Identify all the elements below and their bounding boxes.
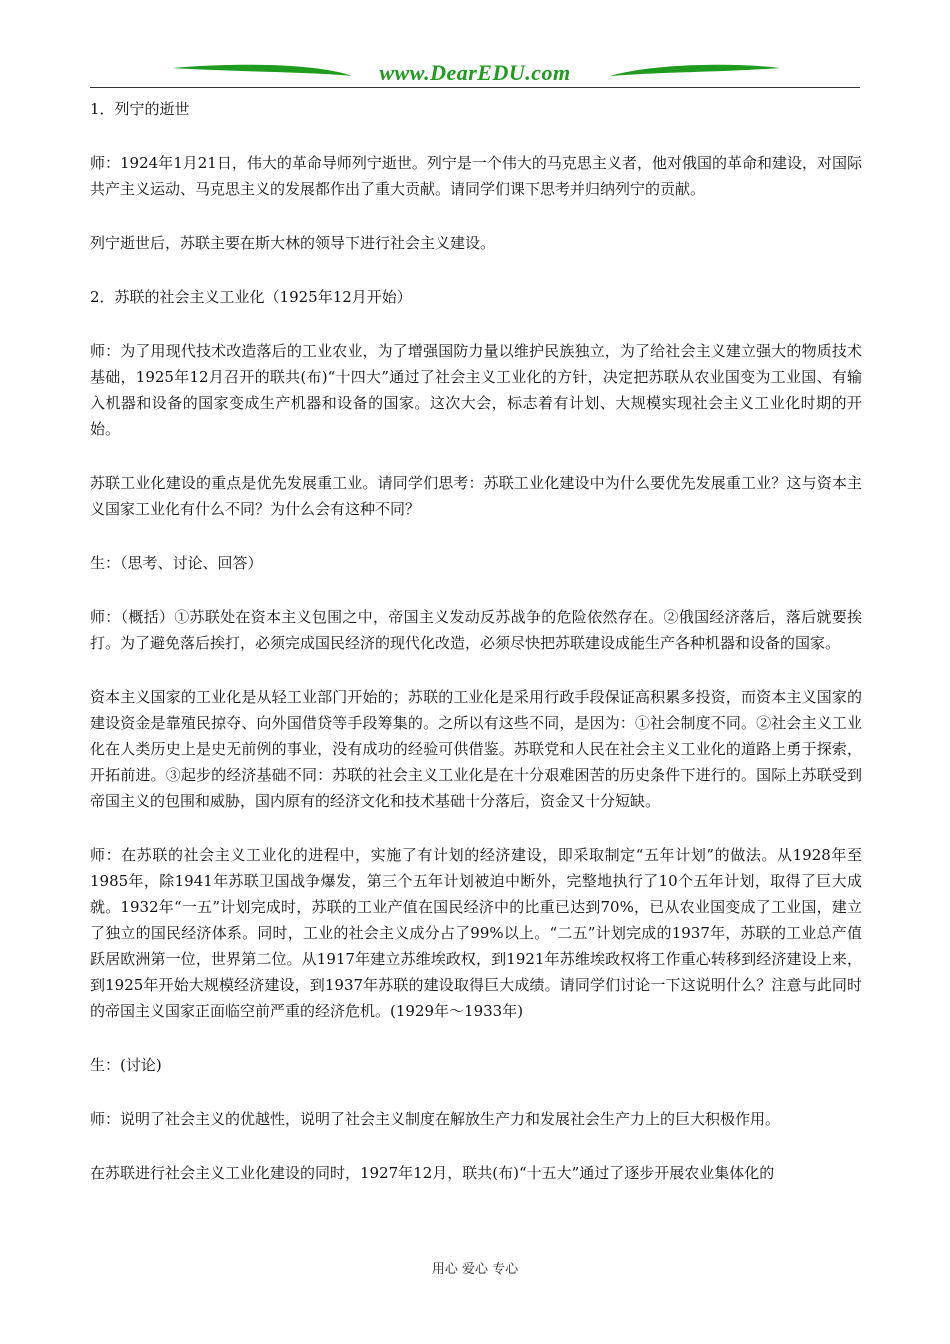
- paragraph: 资本主义国家的工业化是从轻工业部门开始的；苏联的工业化是采用行政手段保证高积累多投资，而资本主义国家的建设资金是靠殖民掠夺、向外国借贷等手段筹集的。之所以有这些不同，是因为：①社会制度不同。②社会主义工业化在人类历史上是史无前例的事业，没有成功的经验可供借鉴。苏联党和人民在社会主义工业化的道路上勇于探索，开拓前进。③起步的经济基础不同：苏联的社会主义工业化是在十分艰难困苦的历史条件下进行的。国际上苏联受到帝国主义的包围和威胁，国内原有的经济文化和技术基础十分落后，资金又十分短缺。: [90, 688, 862, 810]
- paragraph: 苏联工业化建设的重点是优先发展重工业。请同学们思考：苏联工业化建设中为什么要优先发展重工业？这与资本主义国家工业化有什么不同？为什么会有这种不同？: [90, 474, 862, 518]
- paragraph: 列宁逝世后，苏联主要在斯大林的领导下进行社会主义建设。: [90, 234, 496, 252]
- section-heading-lenin: 1．列宁的逝世: [90, 100, 190, 118]
- paragraph: 师：（概括）①苏联处在资本主义包围之中，帝国主义发动反苏战争的危险依然存在。②俄国经济落后，落后就要挨打。为了避免落后挨打，必须完成国民经济的现代化改造，必须尽快把苏联建设成能生产各种机器和设备的国家。: [90, 608, 862, 652]
- page-footer: 用心 爱心 专心: [431, 1262, 519, 1277]
- paragraph: 师：在苏联的社会主义工业化的进程中，实施了有计划的经济建设，即采取制定“五年计划”的做法。从1928年至1985年，除1941年苏联卫国战争爆发，第三个五年计划被迫中断外，完整地执行了10个五年计划，取得了巨大成就。1932年“一五”计划完成时，苏联的工业产值在国民经济中的比重已达到70%，已从农业国变成了工业国，建立了独立的国民经济体系。同时，工业的社会主义成分占了99%以上。“二五”计划完成的1937年，苏联的工业总产值跃居欧洲第一位，世界第二位。从1917年建立苏维埃政权，到1921年苏维埃政权将工作重心转移到经济建设上来，到1925年开始大规模经济建设，到1937年苏联的建设取得巨大成绩。请同学们讨论一下这说明什么？注意与此同时的帝国主义国家正面临空前严重的经济危机。(1929年～1933年): [90, 846, 862, 1020]
- paragraph: 师：说明了社会主义的优越性，说明了社会主义制度在解放生产力和发展社会生产力上的巨大积极作用。: [90, 1110, 781, 1128]
- paragraph: 生：(讨论): [90, 1056, 162, 1074]
- paragraph: 生：（思考、讨论、回答）: [90, 554, 263, 572]
- paragraph: 在苏联进行社会主义工业化建设的同时，1927年12月，联共(布)“十五大”通过了逐步开展农业集体化的: [90, 1164, 775, 1182]
- document-body: [90, 96, 862, 1186]
- site-name[interactable]: www.DearEDU.com: [379, 60, 571, 85]
- section-heading-industrialization: 2．苏联的社会主义工业化（1925年12月开始）: [90, 288, 412, 306]
- header-divider: [90, 87, 860, 88]
- paragraph: 师：1924年1月21日，伟大的革命导师列宁逝世。列宁是一个伟大的马克思主义者，他对俄国的革命和建设，对国际共产主义运动、马克思主义的发展都作出了重大贡献。请同学们课下思考并归纳列宁的贡献。: [90, 154, 862, 198]
- paragraph: 师：为了用现代技术改造落后的工业农业，为了增强国防力量以维护民族独立，为了给社会主义建立强大的物质技术基础，1925年12月召开的联共(布)“十四大”通过了社会主义工业化的方针，决定把苏联从农业国变为工业国、有输入机器和设备的国家变成生产机器和设备的国家。这次大会，标志着有计划、大规模实现社会主义工业化时期的开始。: [90, 342, 862, 438]
